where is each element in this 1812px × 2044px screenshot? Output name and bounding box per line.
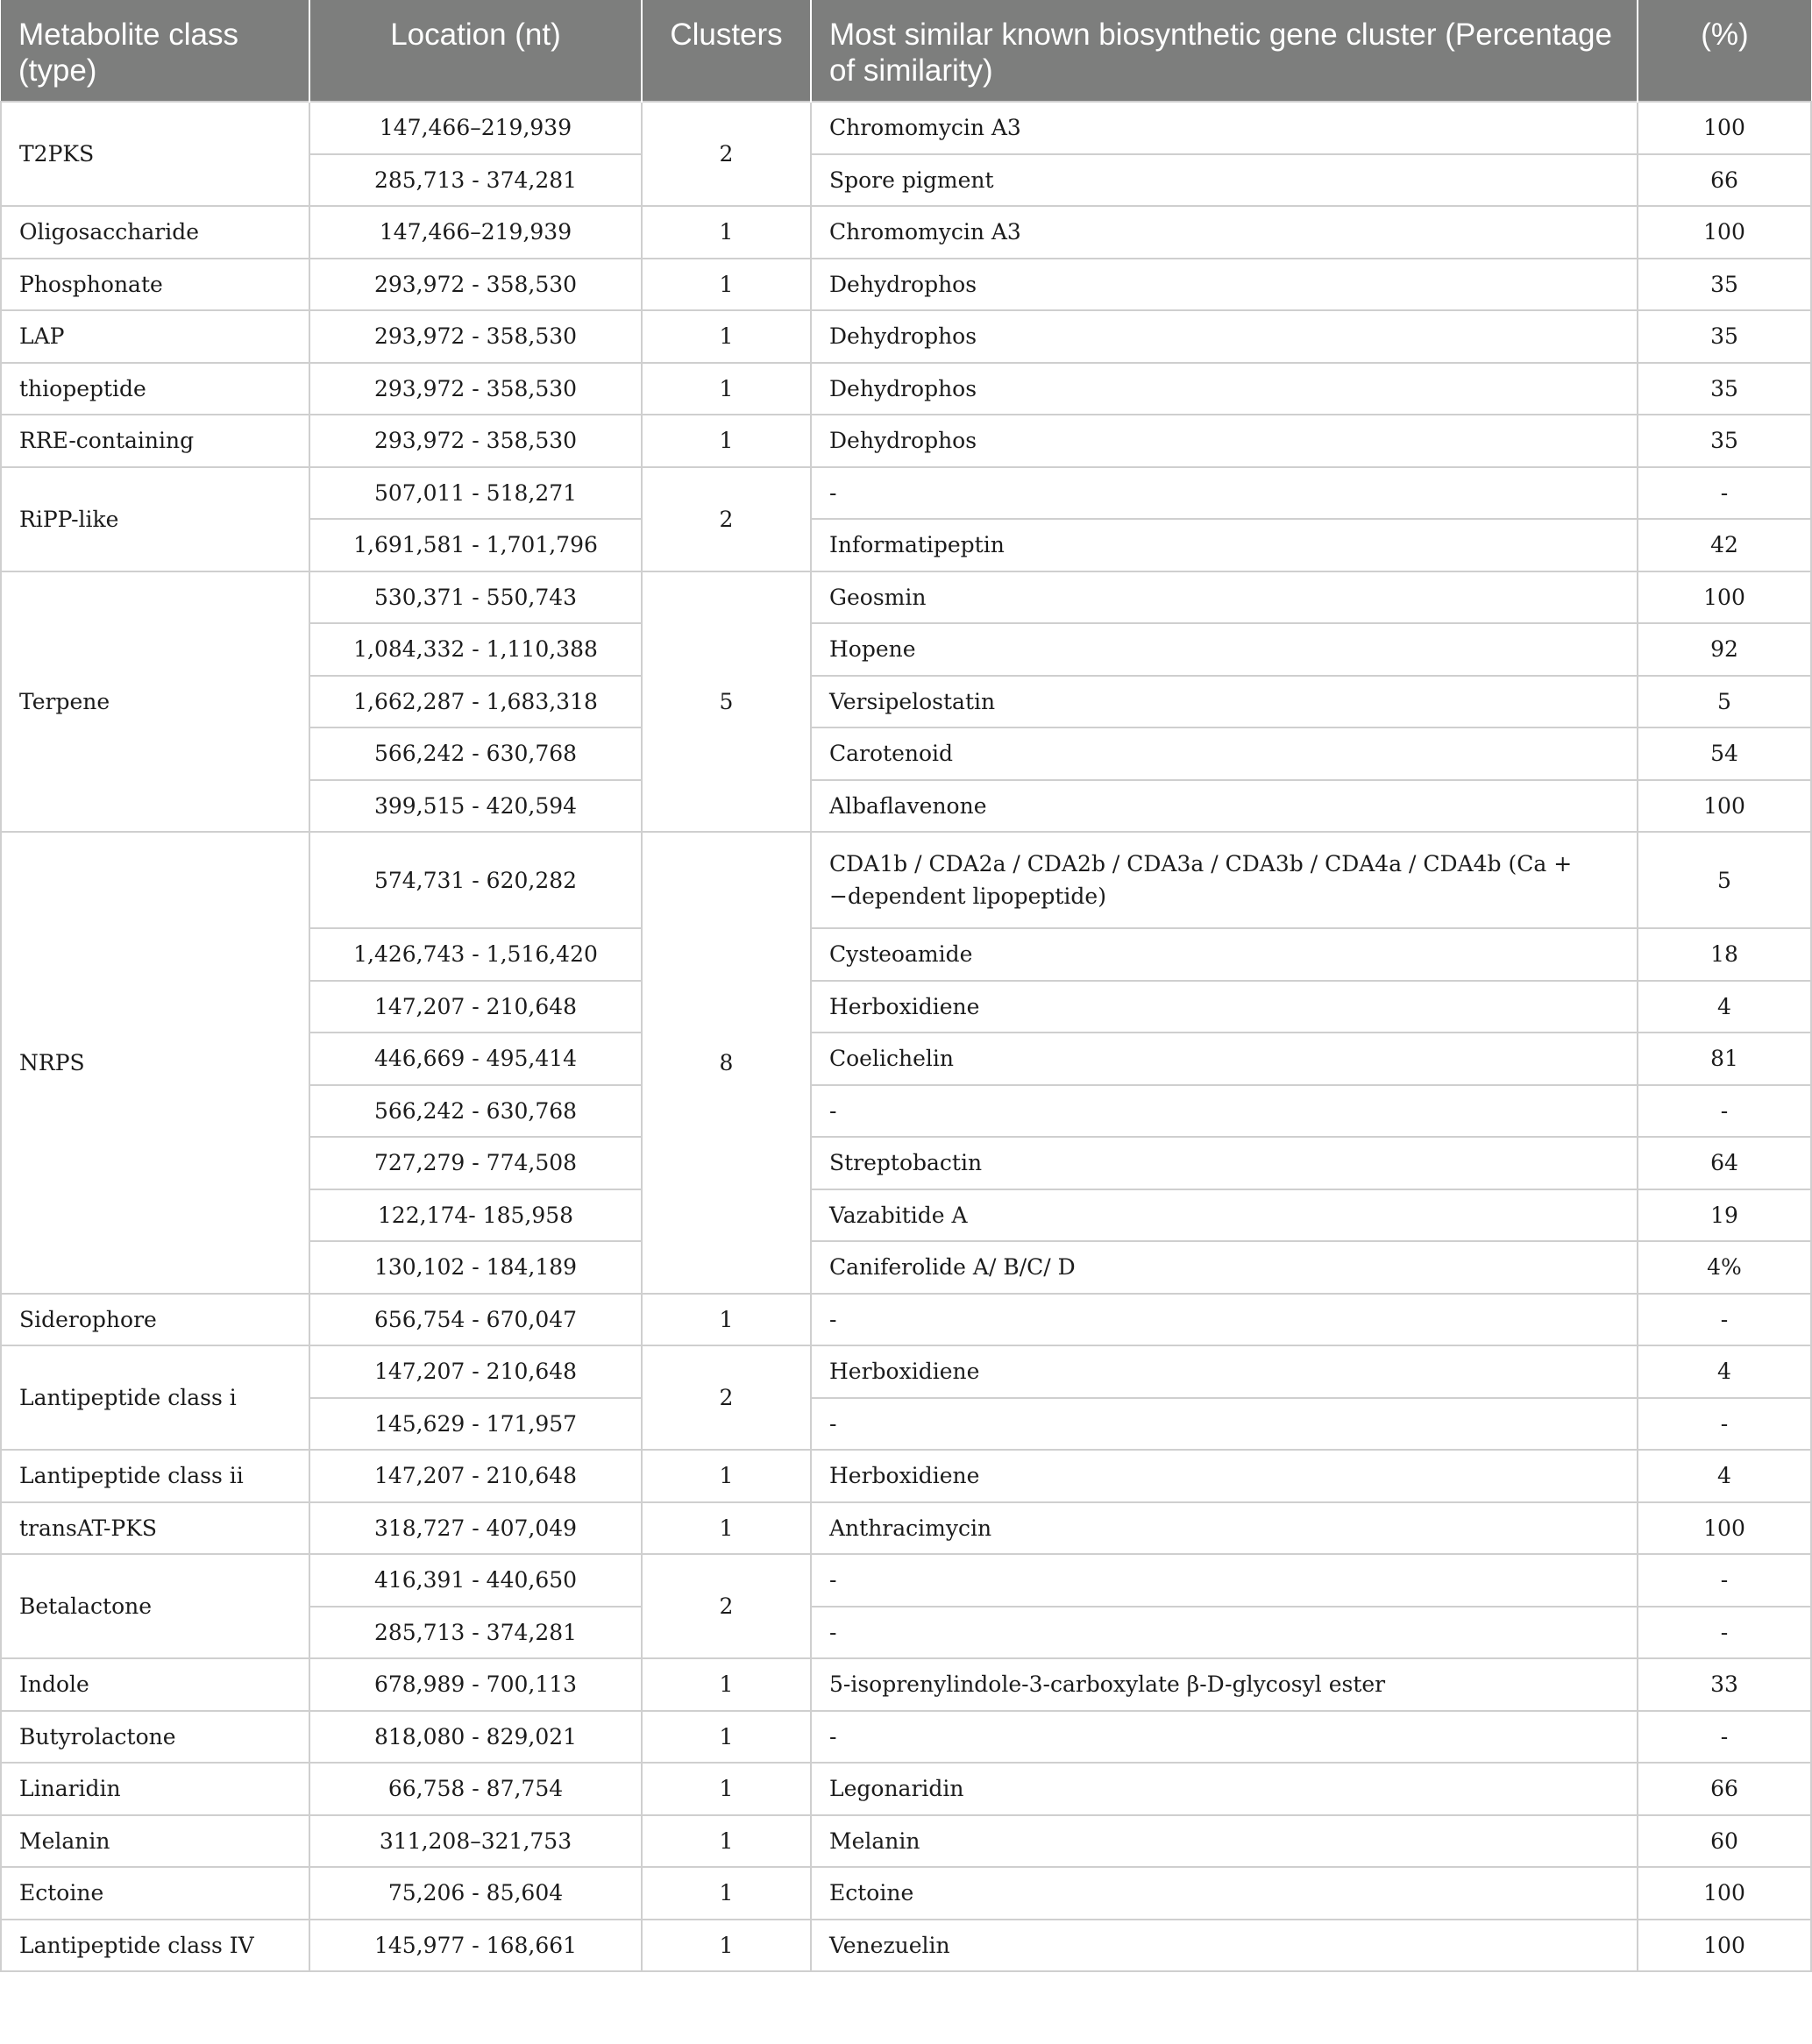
clusters-cell: 1 — [642, 1658, 811, 1711]
location-cell: 656,754 - 670,047 — [309, 1294, 642, 1346]
similar-cluster-cell: Chromomycin A3 — [811, 206, 1638, 259]
similar-cluster-cell: Legonaridin — [811, 1763, 1638, 1815]
metabolite-class-cell: Siderophore — [1, 1294, 309, 1346]
similar-cluster-cell: - — [811, 1398, 1638, 1451]
location-cell: 416,391 - 440,650 — [309, 1554, 642, 1607]
location-cell: 147,466–219,939 — [309, 102, 642, 154]
similar-cluster-cell: - — [811, 1711, 1638, 1764]
clusters-cell: 1 — [642, 1711, 811, 1764]
similarity-percent-cell: - — [1638, 1398, 1811, 1451]
similar-cluster-cell: Melanin — [811, 1815, 1638, 1868]
clusters-cell: 1 — [642, 1450, 811, 1502]
location-cell: 293,972 - 358,530 — [309, 415, 642, 467]
table-row — [1, 1450, 1811, 1502]
similar-cluster-cell: Chromomycin A3 — [811, 102, 1638, 154]
clusters-cell: 1 — [642, 363, 811, 415]
location-cell: 66,758 - 87,754 — [309, 1763, 642, 1815]
location-cell: 1,084,332 - 1,110,388 — [309, 623, 642, 676]
location-cell: 530,371 - 550,743 — [309, 571, 642, 624]
table-row — [1, 571, 1811, 624]
similarity-percent-cell: 4 — [1638, 1345, 1811, 1398]
clusters-cell: 1 — [642, 1502, 811, 1555]
similarity-percent-cell: 54 — [1638, 727, 1811, 780]
location-cell: 293,972 - 358,530 — [309, 310, 642, 363]
similar-cluster-cell: Venezuelin — [811, 1920, 1638, 1972]
table-row — [1, 1920, 1811, 1972]
header-location: Location (nt) — [309, 0, 642, 102]
location-cell: 285,713 - 374,281 — [309, 154, 642, 207]
table-row — [1, 1658, 1811, 1711]
location-cell: 678,989 - 700,113 — [309, 1658, 642, 1711]
table-row — [1, 467, 1811, 520]
similarity-percent-cell: 35 — [1638, 310, 1811, 363]
similarity-percent-cell: 42 — [1638, 519, 1811, 571]
metabolite-class-cell: RRE-containing — [1, 415, 309, 467]
table-row — [1, 415, 1811, 467]
similarity-percent-cell: - — [1638, 1607, 1811, 1659]
similarity-percent-cell: 66 — [1638, 154, 1811, 207]
table-row — [1, 1502, 1811, 1555]
similar-cluster-cell: Dehydrophos — [811, 310, 1638, 363]
similarity-percent-cell: 100 — [1638, 102, 1811, 154]
similar-cluster-cell: - — [811, 467, 1638, 520]
similarity-percent-cell: 92 — [1638, 623, 1811, 676]
similarity-percent-cell: - — [1638, 1554, 1811, 1607]
similarity-percent-cell: 100 — [1638, 1920, 1811, 1972]
table-row — [1, 1815, 1811, 1868]
similarity-percent-cell: - — [1638, 1294, 1811, 1346]
similarity-percent-cell: - — [1638, 1711, 1811, 1764]
similar-cluster-cell: 5-isoprenylindole-3-carboxylate β-D-glycosyl ester — [811, 1658, 1638, 1711]
location-cell: 1,662,287 - 1,683,318 — [309, 676, 642, 728]
similarity-percent-cell: 81 — [1638, 1033, 1811, 1085]
location-cell: 285,713 - 374,281 — [309, 1607, 642, 1659]
table-row — [1, 206, 1811, 259]
similarity-percent-cell: 35 — [1638, 415, 1811, 467]
clusters-cell: 1 — [642, 206, 811, 259]
header-metabolite-class: Metabolite class (type) — [1, 0, 309, 102]
similarity-percent-cell: - — [1638, 1085, 1811, 1138]
similar-cluster-cell: CDA1b / CDA2a / CDA2b / CDA3a / CDA3b / CDA4a / CDA4b (Ca + −dependent lipopeptide) — [811, 832, 1638, 928]
metabolite-class-cell: Lantipeptide class IV — [1, 1920, 309, 1972]
location-cell: 399,515 - 420,594 — [309, 780, 642, 833]
similarity-percent-cell: - — [1638, 467, 1811, 520]
location-cell: 147,207 - 210,648 — [309, 1345, 642, 1398]
metabolite-class-cell: LAP — [1, 310, 309, 363]
header-percent: (%) — [1638, 0, 1811, 102]
clusters-cell: 2 — [642, 467, 811, 571]
location-cell: 122,174- 185,958 — [309, 1189, 642, 1242]
metabolite-class-cell: Lantipeptide class ii — [1, 1450, 309, 1502]
header-row — [1, 0, 1811, 102]
table-row — [1, 259, 1811, 311]
location-cell: 507,011 - 518,271 — [309, 467, 642, 520]
similarity-percent-cell: 4 — [1638, 981, 1811, 1033]
similar-cluster-cell: Informatipeptin — [811, 519, 1638, 571]
location-cell: 818,080 - 829,021 — [309, 1711, 642, 1764]
location-cell: 130,102 - 184,189 — [309, 1241, 642, 1294]
table-row — [1, 310, 1811, 363]
metabolite-class-cell: Lantipeptide class i — [1, 1345, 309, 1450]
similarity-percent-cell: 5 — [1638, 832, 1811, 928]
similarity-percent-cell: 66 — [1638, 1763, 1811, 1815]
similar-cluster-cell: Dehydrophos — [811, 363, 1638, 415]
table-body — [1, 102, 1811, 1971]
location-cell: 293,972 - 358,530 — [309, 363, 642, 415]
location-cell: 147,207 - 210,648 — [309, 981, 642, 1033]
similar-cluster-cell: Carotenoid — [811, 727, 1638, 780]
metabolite-class-cell: Butyrolactone — [1, 1711, 309, 1764]
clusters-cell: 1 — [642, 259, 811, 311]
similarity-percent-cell: 4% — [1638, 1241, 1811, 1294]
similar-cluster-cell: Ectoine — [811, 1867, 1638, 1920]
location-cell: 75,206 - 85,604 — [309, 1867, 642, 1920]
similar-cluster-cell: - — [811, 1607, 1638, 1659]
table-row — [1, 102, 1811, 154]
clusters-cell: 1 — [642, 1920, 811, 1972]
similarity-percent-cell: 60 — [1638, 1815, 1811, 1868]
similarity-percent-cell: 4 — [1638, 1450, 1811, 1502]
metabolite-class-cell: Melanin — [1, 1815, 309, 1868]
similar-cluster-cell: Herboxidiene — [811, 1345, 1638, 1398]
table-row — [1, 1294, 1811, 1346]
similar-cluster-cell: - — [811, 1294, 1638, 1346]
clusters-cell: 1 — [642, 310, 811, 363]
location-cell: 145,629 - 171,957 — [309, 1398, 642, 1451]
similar-cluster-cell: Versipelostatin — [811, 676, 1638, 728]
location-cell: 727,279 - 774,508 — [309, 1137, 642, 1189]
clusters-cell: 1 — [642, 1867, 811, 1920]
similarity-percent-cell: 100 — [1638, 1867, 1811, 1920]
metabolite-class-cell: Indole — [1, 1658, 309, 1711]
similar-cluster-cell: Spore pigment — [811, 154, 1638, 207]
metabolite-class-cell: Oligosaccharide — [1, 206, 309, 259]
similarity-percent-cell: 100 — [1638, 1502, 1811, 1555]
metabolite-class-cell: thiopeptide — [1, 363, 309, 415]
similar-cluster-cell: Streptobactin — [811, 1137, 1638, 1189]
similar-cluster-cell: Anthracimycin — [811, 1502, 1638, 1555]
similarity-percent-cell: 19 — [1638, 1189, 1811, 1242]
clusters-cell: 1 — [642, 1815, 811, 1868]
metabolite-class-cell: RiPP-like — [1, 467, 309, 571]
location-cell: 1,691,581 - 1,701,796 — [309, 519, 642, 571]
similar-cluster-cell: Herboxidiene — [811, 1450, 1638, 1502]
location-cell: 318,727 - 407,049 — [309, 1502, 642, 1555]
similar-cluster-cell: - — [811, 1085, 1638, 1138]
header-most-similar-cluster: Most similar known biosynthetic gene cluster (Percentage of similarity) — [811, 0, 1638, 102]
similar-cluster-cell: Dehydrophos — [811, 415, 1638, 467]
similarity-percent-cell: 33 — [1638, 1658, 1811, 1711]
location-cell: 311,208–321,753 — [309, 1815, 642, 1868]
metabolite-class-cell: Linaridin — [1, 1763, 309, 1815]
similarity-percent-cell: 5 — [1638, 676, 1811, 728]
similar-cluster-cell: Hopene — [811, 623, 1638, 676]
similar-cluster-cell: Albaflavenone — [811, 780, 1638, 833]
table-row — [1, 1345, 1811, 1398]
metabolite-class-cell: NRPS — [1, 832, 309, 1294]
table-row — [1, 1711, 1811, 1764]
location-cell: 1,426,743 - 1,516,420 — [309, 928, 642, 981]
clusters-cell: 2 — [642, 1345, 811, 1450]
location-cell: 566,242 - 630,768 — [309, 727, 642, 780]
similar-cluster-cell: Dehydrophos — [811, 259, 1638, 311]
similarity-percent-cell: 18 — [1638, 928, 1811, 981]
clusters-cell: 1 — [642, 1294, 811, 1346]
similar-cluster-cell: Geosmin — [811, 571, 1638, 624]
table-row — [1, 363, 1811, 415]
metabolite-class-cell: transAT-PKS — [1, 1502, 309, 1555]
clusters-cell: 5 — [642, 571, 811, 833]
similarity-percent-cell: 100 — [1638, 571, 1811, 624]
clusters-cell: 1 — [642, 1763, 811, 1815]
similar-cluster-cell: - — [811, 1554, 1638, 1607]
similar-cluster-cell: Vazabitide A — [811, 1189, 1638, 1242]
similar-cluster-cell: Coelichelin — [811, 1033, 1638, 1085]
similarity-percent-cell: 64 — [1638, 1137, 1811, 1189]
metabolite-class-cell: Phosphonate — [1, 259, 309, 311]
similar-cluster-cell: Herboxidiene — [811, 981, 1638, 1033]
similarity-percent-cell: 35 — [1638, 363, 1811, 415]
location-cell: 574,731 - 620,282 — [309, 832, 642, 928]
location-cell: 566,242 - 630,768 — [309, 1085, 642, 1138]
table-row — [1, 1554, 1811, 1607]
location-cell: 293,972 - 358,530 — [309, 259, 642, 311]
metabolite-class-cell: Ectoine — [1, 1867, 309, 1920]
table-row — [1, 1763, 1811, 1815]
metabolite-class-cell: T2PKS — [1, 102, 309, 206]
location-cell: 145,977 - 168,661 — [309, 1920, 642, 1972]
location-cell: 446,669 - 495,414 — [309, 1033, 642, 1085]
table-row — [1, 832, 1811, 928]
clusters-cell: 2 — [642, 1554, 811, 1658]
similarity-percent-cell: 100 — [1638, 780, 1811, 833]
metabolite-class-cell: Betalactone — [1, 1554, 309, 1658]
similar-cluster-cell: Cysteoamide — [811, 928, 1638, 981]
location-cell: 147,207 - 210,648 — [309, 1450, 642, 1502]
header-clusters: Clusters — [642, 0, 811, 102]
clusters-cell: 2 — [642, 102, 811, 206]
similarity-percent-cell: 100 — [1638, 206, 1811, 259]
similarity-percent-cell: 35 — [1638, 259, 1811, 311]
clusters-cell: 1 — [642, 415, 811, 467]
metabolite-class-cell: Terpene — [1, 571, 309, 833]
similar-cluster-cell: Caniferolide A/ B/C/ D — [811, 1241, 1638, 1294]
table-row — [1, 1867, 1811, 1920]
clusters-cell: 8 — [642, 832, 811, 1294]
location-cell: 147,466–219,939 — [309, 206, 642, 259]
